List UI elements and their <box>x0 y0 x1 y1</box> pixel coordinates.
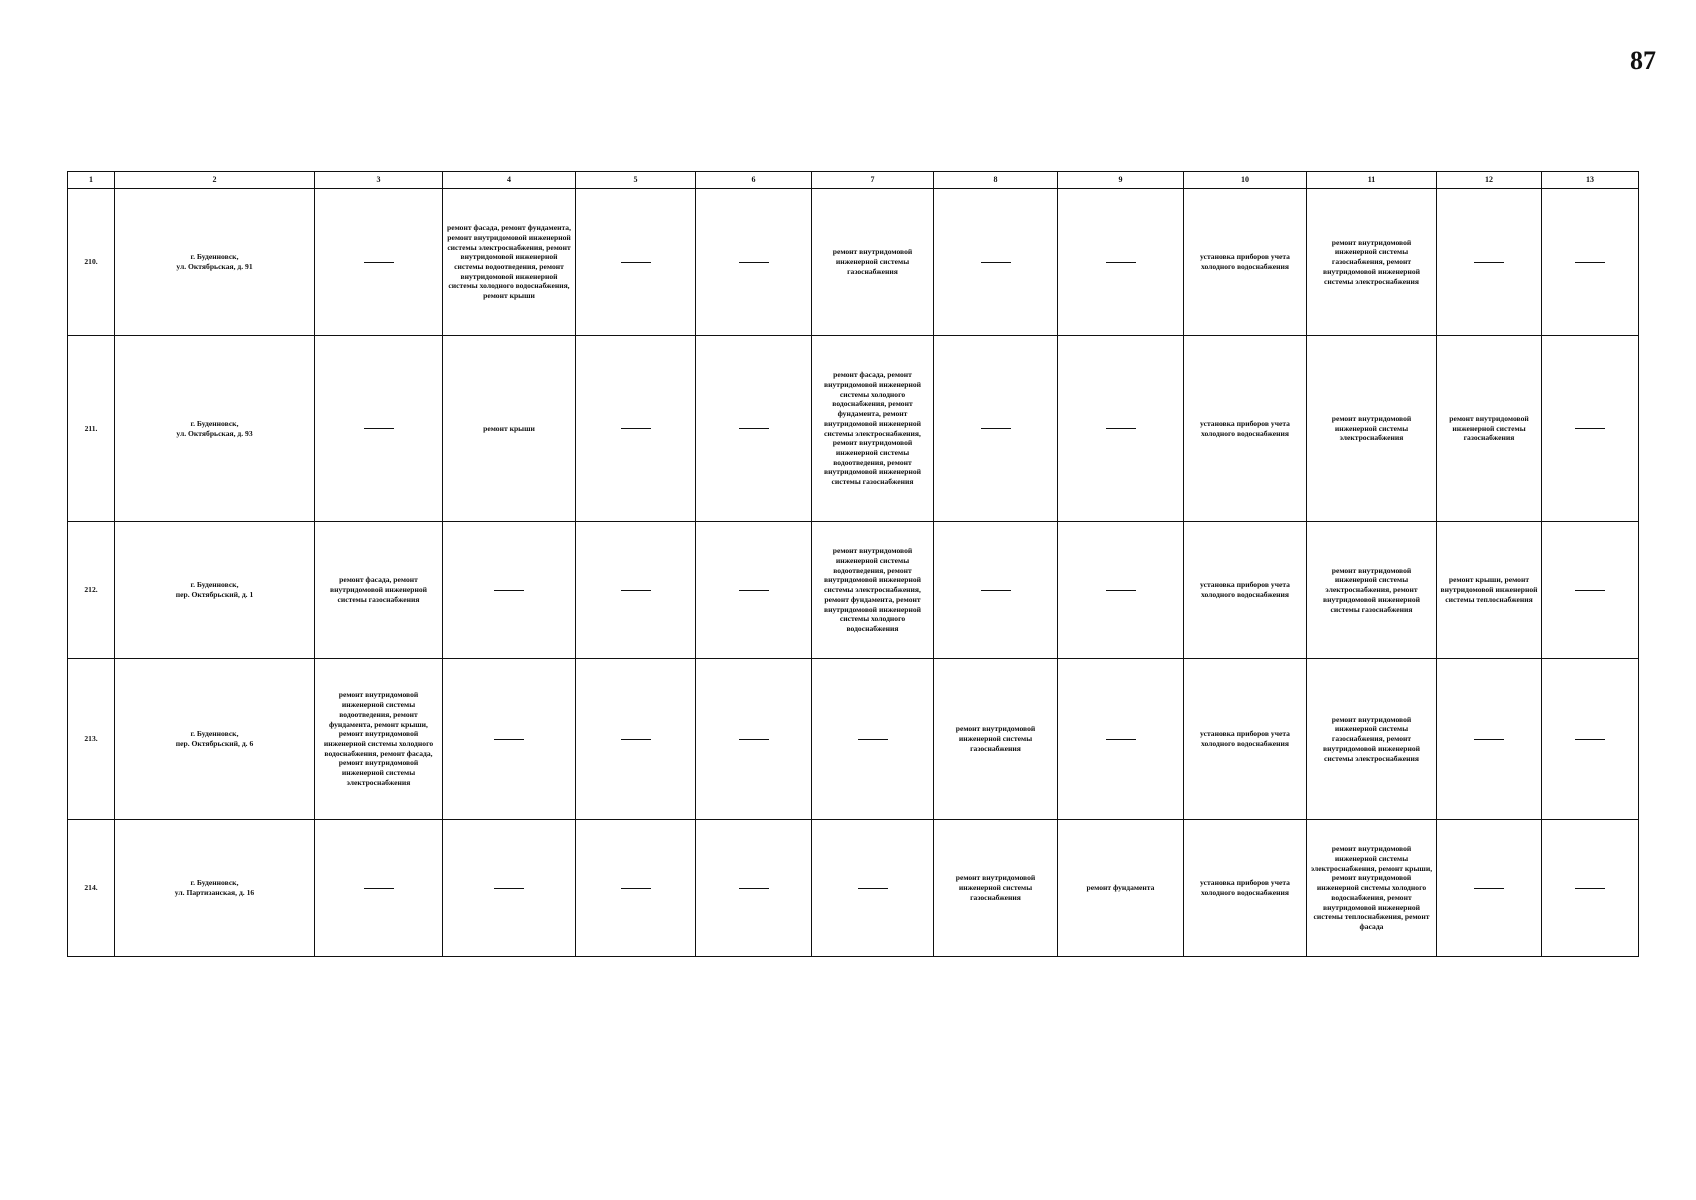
address-cell <box>115 659 315 820</box>
dash-mark <box>858 739 888 740</box>
dash-mark <box>1575 262 1605 263</box>
address-street: пер. Октябрьский, д. 1 <box>175 590 254 599</box>
repair-work-cell: ремонт внутридомовой инженерной системы газоснабжения, ремонт внутридомовой инженерной системы электроснабжения <box>1307 659 1437 820</box>
column-header: 12 <box>1437 172 1542 189</box>
column-header: 2 <box>115 172 315 189</box>
address-cell <box>115 189 315 336</box>
dash-mark <box>981 428 1011 429</box>
repair-work-cell: ремонт фасада, ремонт внутридомовой инженерной системы холодного водоснабжения, ремонт фундамента, ремонт внутридомовой инженерной системы электроснабжения, ремонт внутридомовой инженерной системы водоотведения, ремонт внутридомовой инженерной системы газоснабжения <box>812 336 934 522</box>
dash-mark <box>1106 739 1136 740</box>
empty-dash-cell <box>1542 189 1639 336</box>
repair-work-cell: ремонт крыши <box>443 336 576 522</box>
repair-work-cell: ремонт внутридомовой инженерной системы водоотведения, ремонт внутридомовой инженерной системы электроснабжения, ремонт фундамента, ремонт внутридомовой инженерной системы холодного водоснабжения <box>812 522 934 659</box>
empty-dash-cell <box>576 189 696 336</box>
row-number: 210. <box>68 189 115 336</box>
dash-mark <box>1575 888 1605 889</box>
address-cell <box>115 336 315 522</box>
dash-mark <box>364 888 394 889</box>
repair-work-cell: ремонт внутридомовой инженерной системы газоснабжения, ремонт внутридомовой инженерной системы электроснабжения <box>1307 189 1437 336</box>
address-city: г. Буденновск, <box>190 878 239 888</box>
dash-mark <box>739 888 769 889</box>
address-street: ул. Октябрьская, д. 91 <box>176 262 253 271</box>
empty-dash-cell <box>1058 189 1184 336</box>
empty-dash-cell <box>315 336 443 522</box>
empty-dash-cell <box>576 522 696 659</box>
address-cell <box>115 820 315 957</box>
dash-mark <box>739 262 769 263</box>
repair-work-cell: установка приборов учета холодного водоснабжения <box>1184 659 1307 820</box>
repair-work-cell: ремонт внутридомовой инженерной системы газоснабжения <box>812 189 934 336</box>
empty-dash-cell <box>576 659 696 820</box>
empty-dash-cell <box>812 659 934 820</box>
dash-mark <box>1106 590 1136 591</box>
empty-dash-cell <box>1058 522 1184 659</box>
repair-work-cell: ремонт крыши, ремонт внутридомовой инженерной системы теплоснабжения <box>1437 522 1542 659</box>
column-header: 4 <box>443 172 576 189</box>
dash-mark <box>494 739 524 740</box>
address-street: ул. Партизанская, д. 16 <box>174 888 255 897</box>
dash-mark <box>1106 262 1136 263</box>
repair-work-cell: ремонт внутридомовой инженерной системы газоснабжения <box>934 820 1058 957</box>
dash-mark <box>739 739 769 740</box>
address-city: г. Буденновск, <box>190 418 239 428</box>
table-row <box>68 336 1639 522</box>
repair-work-cell: установка приборов учета холодного водоснабжения <box>1184 189 1307 336</box>
empty-dash-cell <box>934 522 1058 659</box>
dash-mark <box>1474 888 1504 889</box>
empty-dash-cell <box>696 659 812 820</box>
empty-dash-cell <box>934 189 1058 336</box>
repair-work-cell: установка приборов учета холодного водоснабжения <box>1184 522 1307 659</box>
dash-mark <box>494 590 524 591</box>
column-header: 6 <box>696 172 812 189</box>
address-city: г. Буденновск, <box>190 729 239 739</box>
table-row <box>68 659 1639 820</box>
empty-dash-cell <box>1437 189 1542 336</box>
empty-dash-cell <box>315 820 443 957</box>
empty-dash-cell <box>696 522 812 659</box>
repair-work-cell: ремонт внутридомовой инженерной системы электроснабжения, ремонт внутридомовой инженерной системы газоснабжения <box>1307 522 1437 659</box>
address-street: пер. Октябрьский, д. 6 <box>175 739 254 748</box>
repair-work-cell: ремонт фасада, ремонт внутридомовой инженерной системы газоснабжения <box>315 522 443 659</box>
page-number: 87 <box>1630 46 1656 75</box>
empty-dash-cell <box>315 189 443 336</box>
dash-mark <box>1474 739 1504 740</box>
dash-mark <box>981 590 1011 591</box>
repair-work-cell: ремонт фундамента <box>1058 820 1184 957</box>
empty-dash-cell <box>934 336 1058 522</box>
dash-mark <box>739 590 769 591</box>
dash-mark <box>1106 428 1136 429</box>
empty-dash-cell <box>576 336 696 522</box>
empty-dash-cell <box>443 522 576 659</box>
dash-mark <box>621 262 651 263</box>
column-header: 8 <box>934 172 1058 189</box>
address-city: г. Буденновск, <box>190 580 239 590</box>
repair-work-cell: ремонт внутридомовой инженерной системы газоснабжения <box>1437 336 1542 522</box>
empty-dash-cell <box>443 659 576 820</box>
row-number: 213. <box>68 659 115 820</box>
column-header: 5 <box>576 172 696 189</box>
column-number-row <box>68 172 1639 189</box>
empty-dash-cell <box>1542 522 1639 659</box>
empty-dash-cell <box>1058 659 1184 820</box>
dash-mark <box>858 888 888 889</box>
empty-dash-cell <box>1437 659 1542 820</box>
empty-dash-cell <box>1542 336 1639 522</box>
column-header: 3 <box>315 172 443 189</box>
dash-mark <box>364 262 394 263</box>
empty-dash-cell <box>696 189 812 336</box>
empty-dash-cell <box>1542 820 1639 957</box>
dash-mark <box>981 262 1011 263</box>
table-row <box>68 522 1639 659</box>
dash-mark <box>621 739 651 740</box>
dash-mark <box>739 428 769 429</box>
repair-work-cell: установка приборов учета холодного водоснабжения <box>1184 336 1307 522</box>
table-row <box>68 820 1639 957</box>
repair-work-cell: ремонт внутридомовой инженерной системы электроснабжения, ремонт крыши, ремонт внутридомовой инженерной системы холодного водоснабжения, ремонт внутридомовой инженерной системы теплоснабжения, ремонт фасада <box>1307 820 1437 957</box>
row-number: 211. <box>68 336 115 522</box>
dash-mark <box>494 888 524 889</box>
table-row <box>68 189 1639 336</box>
column-header: 13 <box>1542 172 1639 189</box>
dash-mark <box>621 590 651 591</box>
repair-work-cell: ремонт фасада, ремонт фундамента, ремонт внутридомовой инженерной системы электроснабжения, ремонт внутридомовой инженерной системы водоотведения, ремонт внутридомовой инженерной системы холодного водоснабжения, ремонт крыши <box>443 189 576 336</box>
dash-mark <box>1575 739 1605 740</box>
empty-dash-cell <box>696 820 812 957</box>
address-street: ул. Октябрьская, д. 93 <box>176 428 253 438</box>
dash-mark <box>1474 262 1504 263</box>
row-number: 212. <box>68 522 115 659</box>
column-header: 11 <box>1307 172 1437 189</box>
address-cell <box>115 522 315 659</box>
empty-dash-cell <box>812 820 934 957</box>
empty-dash-cell <box>443 820 576 957</box>
column-header: 9 <box>1058 172 1184 189</box>
dash-mark <box>621 428 651 429</box>
column-header: 1 <box>68 172 115 189</box>
repair-work-cell: ремонт внутридомовой инженерной системы газоснабжения <box>934 659 1058 820</box>
empty-dash-cell <box>1542 659 1639 820</box>
empty-dash-cell <box>1437 820 1542 957</box>
dash-mark <box>364 428 394 429</box>
repair-work-cell: установка приборов учета холодного водоснабжения <box>1184 820 1307 957</box>
row-number: 214. <box>68 820 115 957</box>
empty-dash-cell <box>576 820 696 957</box>
address-city: г. Буденновск, <box>190 252 239 262</box>
dash-mark <box>1575 590 1605 591</box>
dash-mark <box>1575 428 1605 429</box>
dash-mark <box>621 888 651 889</box>
repair-work-cell: ремонт внутридомовой инженерной системы водоотведения, ремонт фундамента, ремонт крыши, ремонт внутридомовой инженерной системы холодного водоснабжения, ремонт фасада, ремонт внутридомовой инженерной системы электроснабжения <box>315 659 443 820</box>
repair-work-cell: ремонт внутридомовой инженерной системы электроснабжения <box>1307 336 1437 522</box>
column-header: 10 <box>1184 172 1307 189</box>
repair-schedule-table <box>67 171 1639 957</box>
empty-dash-cell <box>696 336 812 522</box>
column-header: 7 <box>812 172 934 189</box>
empty-dash-cell <box>1058 336 1184 522</box>
